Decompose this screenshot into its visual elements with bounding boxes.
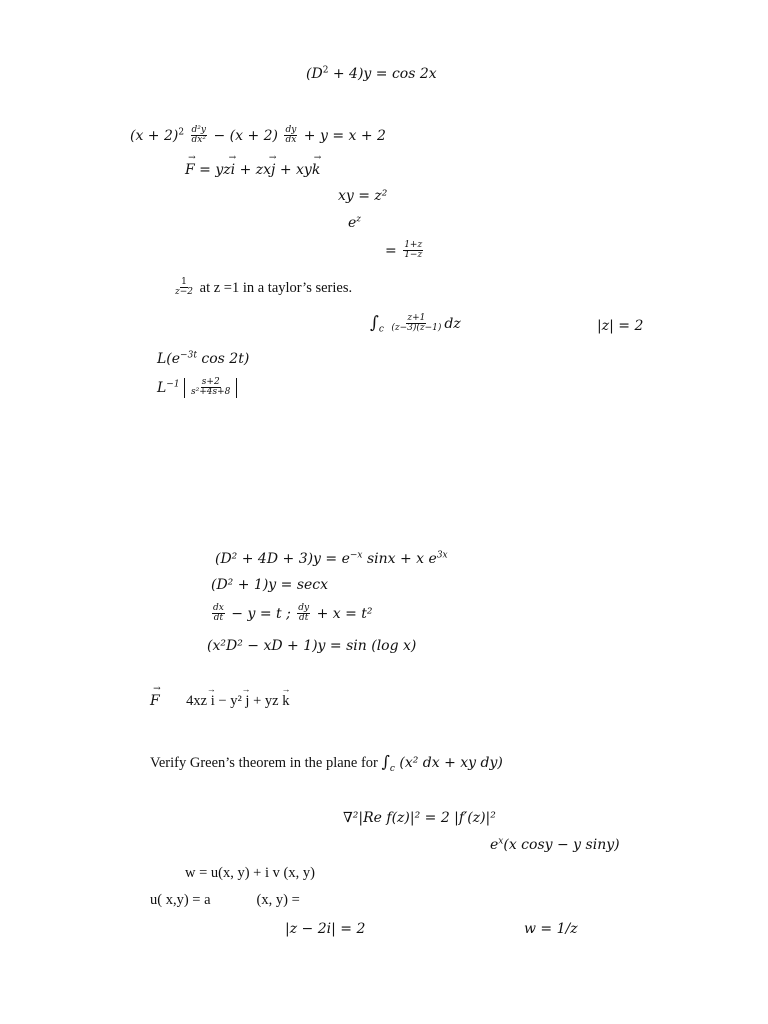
eq-sup: 3x <box>436 550 448 561</box>
harmonic-condition <box>150 893 300 908</box>
eq-sup: −1 <box>166 379 180 390</box>
eq-text: (x²D² − xD + 1)y = sin (log x) <box>207 638 417 654</box>
eq-text: + 4)y = cos 2x <box>328 66 437 82</box>
eq-sup: −x <box>349 550 363 561</box>
vector-symbol: → F <box>185 163 195 177</box>
eq-text: 4xz <box>186 693 211 709</box>
integral-sign: ∫ <box>370 312 379 333</box>
eq-text: sinx + x e <box>362 551 437 567</box>
unit-vector: → i <box>211 694 215 709</box>
contour-integral <box>370 314 461 335</box>
equation-ode-4 <box>211 578 328 592</box>
laplacian-identity <box>343 811 496 825</box>
unit-vector: → j <box>245 694 249 709</box>
fraction: $\frac{\text{d²y}}{\text{dx²}}$ <box>191 125 207 146</box>
eq-text: w = u(x, y) + i v (x, y) <box>185 865 315 881</box>
eq-text: (D² + 1)y = secx <box>211 577 329 593</box>
eq-text: + x = t² <box>312 605 373 622</box>
euler-cauchy-equation <box>207 639 416 653</box>
eq-text: dz <box>444 315 461 332</box>
eq-text: = <box>385 242 402 259</box>
taylor-series-question <box>172 278 352 298</box>
eq-text: = yz <box>194 162 231 178</box>
eq-text: + xy <box>275 162 312 178</box>
eq-text: ∇²|Re f(z)|² = 2 |f′(z)|² <box>343 810 496 826</box>
laplace-transform <box>157 352 249 366</box>
fraction: $\frac{dy}{dt}$ <box>298 603 310 624</box>
eq-text: (x cosy − y siny) <box>503 837 620 853</box>
greens-theorem-question <box>150 754 503 774</box>
eq-text: xy = z² <box>338 188 388 204</box>
eq-text: + y = x + 2 <box>303 127 386 144</box>
integral-sign: ∫ <box>381 752 390 771</box>
eq-text: |z − 2i| = 2 <box>285 921 366 937</box>
unit-vector: → j <box>271 163 275 177</box>
vector-field-2 <box>150 694 289 709</box>
complex-function <box>185 866 315 881</box>
eq-sup: −3t <box>180 350 197 361</box>
eq-text: e <box>490 837 499 853</box>
eq-text: (D² + 4D + 3)y = e <box>215 551 350 567</box>
eq-sub: c <box>378 324 384 335</box>
unit-vector: → k <box>312 163 320 177</box>
equation-ode-2: $(x + 2)^2$ $\frac{\text{d²y}}{\text{dx²}}$ − (x + 2) $\frac{dy}{dx}$ + y = x + 2 <box>130 125 386 146</box>
fraction: $\frac{z+1}{(z-3)(z-1)}$ <box>391 313 442 334</box>
unit-vector: → k <box>282 694 289 709</box>
fraction-expression <box>385 241 425 261</box>
fraction: $\frac{1}{z-2}$ <box>175 277 194 298</box>
surface-equation <box>338 189 387 203</box>
fraction: $\frac{dy}{dx}$ <box>285 125 297 146</box>
eq-text: e <box>348 215 357 231</box>
eq-text: (D <box>306 66 323 82</box>
inverse-laplace-transform <box>157 378 237 398</box>
eq-sup: z <box>356 214 362 225</box>
eq-text: (x + 2) <box>130 127 179 144</box>
circle-equation <box>285 922 365 936</box>
eq-text: (x² dx + xy dy) <box>394 755 503 771</box>
vector-field-1 <box>185 163 320 177</box>
fraction: $\frac{1+z}{1-z}$ <box>404 240 423 261</box>
eq-text: L <box>157 379 167 396</box>
eq-text: w = 1/z <box>524 921 578 937</box>
simultaneous-equations <box>210 604 373 624</box>
eq-text: + yz <box>249 693 283 709</box>
eq-text: − y = t ; <box>226 605 296 622</box>
eq-text: + zx <box>235 162 272 178</box>
eq-text: − (x + 2) <box>213 127 283 144</box>
fraction: $\frac{s+2}{\text{s²+4s+8}}$ <box>191 377 231 398</box>
transformation <box>524 922 578 936</box>
fraction: $\frac{dx}{dt}$ <box>213 603 224 624</box>
eq-sup: x <box>498 836 504 847</box>
eq-text: u( x,y) = a <box>150 892 211 908</box>
eq-text: − y² <box>214 693 246 709</box>
eq-sub: c <box>389 763 395 774</box>
real-part-function <box>490 838 620 852</box>
vector-symbol: → F <box>150 694 160 708</box>
eq-text: at z =1 in a taylor’s series. <box>196 279 353 296</box>
equation-ode-1: $(D^2 + 4)y = \cos 2x$ <box>306 65 437 82</box>
eq-text: cos 2t) <box>196 351 250 367</box>
equation-ode-3 <box>215 552 448 566</box>
exp-expression <box>348 216 361 230</box>
eq-text: (x, y) = <box>256 892 300 908</box>
eq-text: Verify Green’s theorem in the plane for <box>150 755 382 771</box>
contour-condition <box>597 319 643 333</box>
square-bracket <box>184 378 237 398</box>
eq-text: L(e <box>157 351 181 367</box>
eq-text: |z| = 2 <box>597 318 644 334</box>
unit-vector: → i <box>231 163 235 177</box>
